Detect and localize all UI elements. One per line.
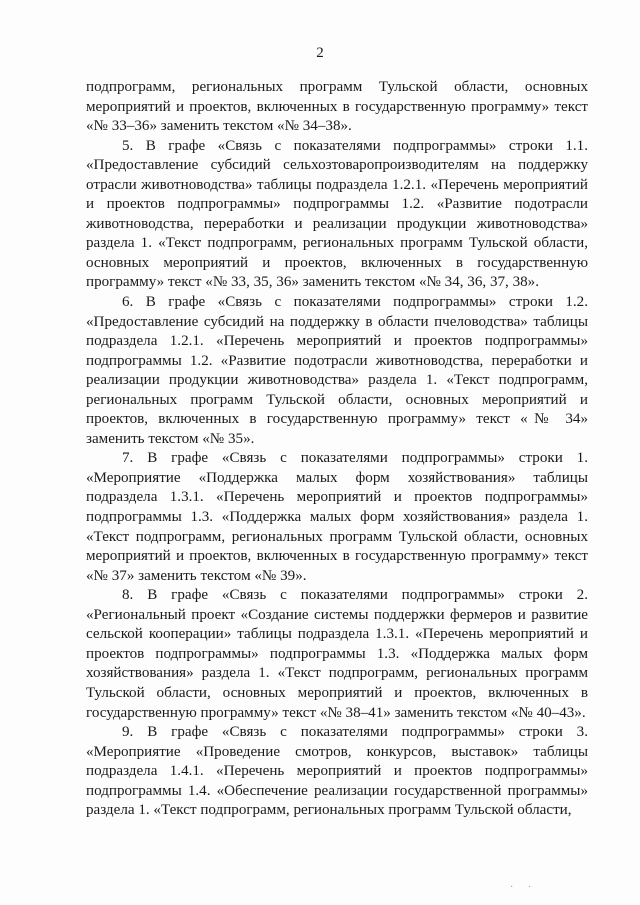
paragraph-continuation: подпрограмм, региональных программ Тульской области, основных мероприятий и проектов, включенных в государственную программу» текст «№ 33–36» заменить текстом «№ 34–38». — [86, 79, 588, 135]
paragraph-item-6: 6. В графе «Связь с показателями подпрограммы» строки 1.2. «Предоставление субсидий на поддержку в области пчеловодства» таблицы подраздела 1.2.1. «Перечень мероприятий и проектов подпрограммы» подпрограммы 1.2. «Развитие подотрасли животноводства, переработки и реализации продукции животноводства» раздела 1. «Текст подпрограмм, региональных программ Тульской области, основных мероприятий и проектов, включенных в государственную программу» текст «№ 34» заменить текстом «№ 35». — [86, 294, 588, 447]
paragraph-item-8: 8. В графе «Связь с показателями подпрограммы» строки 2. «Региональный проект «Создание системы поддержки фермеров и развитие сельской кооперации» таблицы подраздела 1.3.1. «Перечень мероприятий и проектов подпрограммы» подпрограммы 1.3. «Поддержка малых форм хозяйствования» раздела 1. «Текст подпрограмм, региональных программ Тульской области, основных мероприятий и проектов, включенных в государственную программу» текст «№ 38–41» заменить текстом «№ 40–43». — [86, 587, 588, 721]
paragraph-item-5: 5. В графе «Связь с показателями подпрограммы» строки 1.1. «Предоставление субсидий сельхозтоваропроизводителям на поддержку отрасли животноводства» таблицы подраздела 1.2.1. «Перечень мероприятий и проектов подпрограммы» подпрограммы 1.2. «Развитие подотрасли животноводства, переработки и реализации продукции животноводства» раздела 1. «Текст подпрограмм, региональных программ Тульской области, основных мероприятий и проектов, включенных в государственную программу» текст «№ 33, 35, 36» заменить текстом «№ 34, 36, 37, 38». — [86, 137, 588, 291]
page-number: 2 — [316, 45, 324, 61]
paragraph-item-7: 7. В графе «Связь с показателями подпрограммы» строки 1. «Мероприятие «Поддержка малых форм хозяйствования» таблицы подраздела 1.3.1. «Перечень мероприятий и проектов подпрограммы» подпрограммы 1.3. «Поддержка малых форм хозяйствования» раздела 1. «Текст подпрограмм, региональных программ Тульской области, основных мероприятий и проектов, включенных в государственную программу» текст «№ 37» заменить текстом «№ 39». — [86, 450, 588, 584]
paragraph-item-9: 9. В графе «Связь с показателями подпрограммы» строки 3. «Мероприятие «Проведение смотров, конкурсов, выставок» таблицы подраздела 1.4.1. «Перечень мероприятий и проектов подпрограммы» подпрограммы 1.4. «Обеспечение реализации государственной программы» раздела 1. «Текст подпрограмм, региональных программ Тульской области, — [86, 724, 588, 819]
document-body — [86, 78, 588, 821]
scan-artifact: · · — [510, 882, 538, 893]
